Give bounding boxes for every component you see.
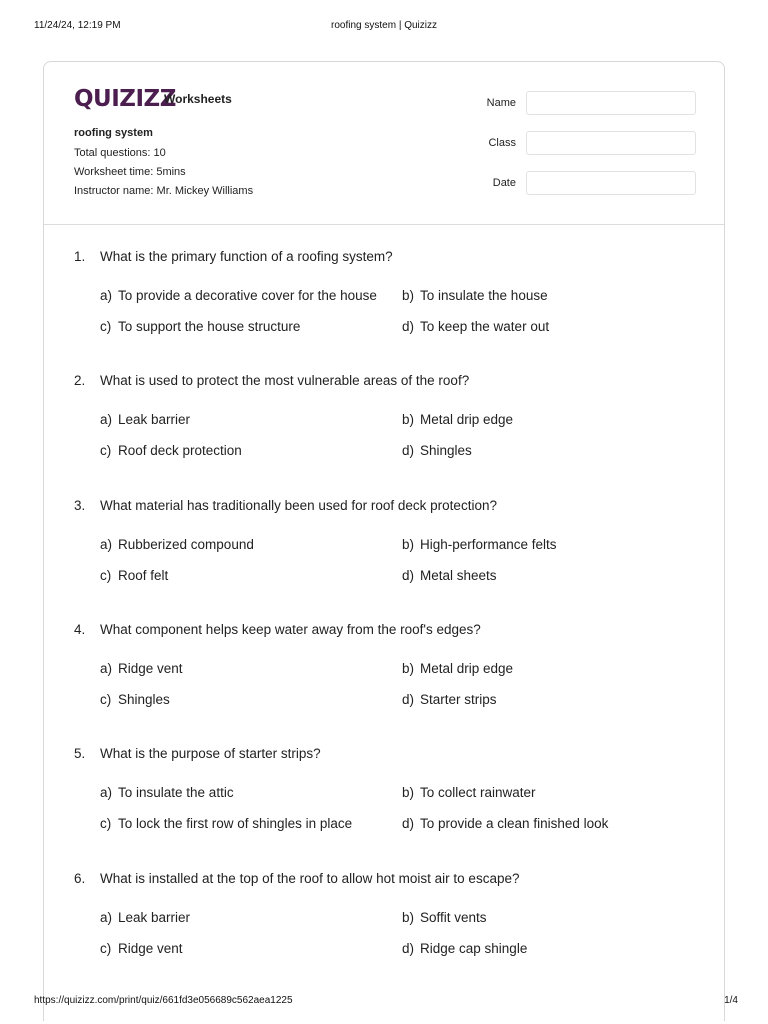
quizizz-logo: QUIZIZZ <box>74 86 176 112</box>
print-datetime: 11/24/24, 12:19 PM <box>34 20 121 31</box>
option-letter: a) <box>100 412 113 427</box>
question-text <box>74 871 519 886</box>
option-text: Metal drip edge <box>420 412 514 427</box>
question-prompt: What is used to protect the most vulnerable areas of the roof? <box>100 373 470 388</box>
option-d <box>402 941 527 956</box>
option-letter: c) <box>100 816 112 831</box>
worksheet-time: Worksheet time: 5mins <box>74 166 186 178</box>
option-b <box>402 661 513 676</box>
question-number: 5. <box>74 746 86 761</box>
option-text: To insulate the attic <box>118 785 234 800</box>
question-prompt: What is the purpose of starter strips? <box>100 746 321 761</box>
print-page-count: 1/4 <box>724 995 738 1006</box>
question-number: 3. <box>74 498 86 513</box>
worksheet-title: roofing system <box>74 127 153 139</box>
option-text: Leak barrier <box>118 412 191 427</box>
option-letter: a) <box>100 288 113 303</box>
option-c <box>100 568 168 583</box>
option-letter: b) <box>402 412 415 427</box>
option-a <box>100 785 234 800</box>
option-letter: b) <box>402 288 415 303</box>
option-c <box>100 816 352 831</box>
total-questions: Total questions: 10 <box>74 147 166 159</box>
instructor-name: Instructor name: Mr. Mickey Williams <box>74 185 254 197</box>
option-c <box>100 443 242 458</box>
question-number: 1. <box>74 249 86 264</box>
option-d <box>402 568 497 583</box>
option-c <box>100 692 170 707</box>
print-footer <box>0 995 768 1009</box>
print-header <box>0 20 768 34</box>
question-number: 2. <box>74 373 86 388</box>
option-text: Roof deck protection <box>118 443 242 458</box>
option-text: Ridge vent <box>118 661 183 676</box>
name-label: Name <box>486 97 516 109</box>
option-letter: b) <box>402 785 415 800</box>
option-letter: c) <box>100 692 112 707</box>
option-letter: d) <box>402 443 415 458</box>
option-text: Leak barrier <box>118 910 191 925</box>
option-d <box>402 816 608 831</box>
question-text <box>74 373 469 388</box>
class-field[interactable] <box>526 131 696 155</box>
option-a <box>100 288 377 303</box>
option-text: Soffit vents <box>420 910 487 925</box>
option-text: Ridge cap shingle <box>420 941 528 956</box>
option-text: Metal sheets <box>420 568 497 583</box>
question-text <box>74 498 497 513</box>
option-text: Shingles <box>118 692 170 707</box>
question-number: 4. <box>74 622 86 637</box>
option-text: Starter strips <box>420 692 497 707</box>
option-letter: d) <box>402 568 415 583</box>
question-prompt: What is installed at the top of the roof to allow hot moist air to escape? <box>100 871 520 886</box>
option-text: To support the house structure <box>118 319 301 334</box>
date-label: Date <box>492 177 516 189</box>
question-prompt: What material has traditionally been used for roof deck protection? <box>100 498 497 513</box>
option-b <box>402 412 513 427</box>
option-a <box>100 910 190 925</box>
option-letter: d) <box>402 816 415 831</box>
option-a <box>100 412 190 427</box>
option-letter: c) <box>100 443 112 458</box>
option-text: Metal drip edge <box>420 661 514 676</box>
option-b <box>402 910 487 925</box>
option-letter: d) <box>402 941 415 956</box>
option-letter: c) <box>100 319 112 334</box>
option-b <box>402 785 536 800</box>
option-text: High-performance felts <box>420 537 557 552</box>
question-text <box>74 622 481 637</box>
date-field[interactable] <box>526 171 696 195</box>
option-letter: b) <box>402 661 415 676</box>
option-c <box>100 319 300 334</box>
option-letter: a) <box>100 661 113 676</box>
option-text: Roof felt <box>118 568 169 583</box>
option-b <box>402 288 548 303</box>
class-label: Class <box>488 137 516 149</box>
option-letter: d) <box>402 692 415 707</box>
option-letter: b) <box>402 537 415 552</box>
name-field[interactable] <box>526 91 696 115</box>
question-text <box>74 746 321 761</box>
worksheet-header <box>44 62 724 225</box>
option-text: To insulate the house <box>420 288 548 303</box>
option-d <box>402 319 549 334</box>
option-letter: b) <box>402 910 415 925</box>
print-page-title: roofing system | Quizizz <box>331 20 437 31</box>
option-text: To provide a decorative cover for the house <box>118 288 377 303</box>
option-d <box>402 692 497 707</box>
option-text: Shingles <box>420 443 472 458</box>
option-text: To keep the water out <box>420 319 550 334</box>
question-prompt: What component helps keep water away from the roof's edges? <box>100 622 481 637</box>
logo-product-label: Worksheets <box>164 92 232 106</box>
option-letter: a) <box>100 910 113 925</box>
option-text: To collect rainwater <box>420 785 536 800</box>
option-text: To lock the first row of shingles in place <box>118 816 353 831</box>
option-a <box>100 537 254 552</box>
option-letter: a) <box>100 785 113 800</box>
option-a <box>100 661 183 676</box>
option-text: To provide a clean finished look <box>420 816 609 831</box>
option-text: Ridge vent <box>118 941 183 956</box>
option-d <box>402 443 472 458</box>
option-letter: d) <box>402 319 415 334</box>
option-letter: c) <box>100 941 112 956</box>
option-letter: c) <box>100 568 112 583</box>
question-prompt: What is the primary function of a roofing system? <box>100 249 393 264</box>
worksheet-sheet <box>43 61 725 1021</box>
print-url: https://quizizz.com/print/quiz/661fd3e056689c562aea1225 <box>34 995 293 1006</box>
question-number: 6. <box>74 871 86 886</box>
option-text: Rubberized compound <box>118 537 254 552</box>
option-letter: a) <box>100 537 113 552</box>
question-text <box>74 249 393 264</box>
option-b <box>402 537 557 552</box>
option-c <box>100 941 183 956</box>
